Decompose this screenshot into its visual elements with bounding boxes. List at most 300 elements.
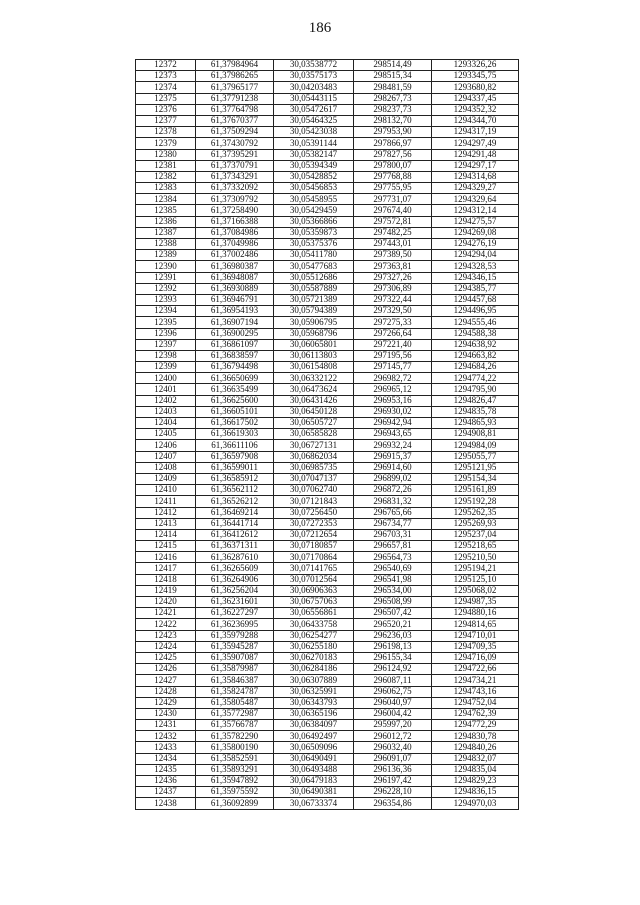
longitude-cell: 30,06255180	[274, 641, 354, 652]
longitude-cell: 30,06332122	[274, 373, 354, 384]
latitude-cell: 61,36597908	[196, 451, 274, 462]
table-row	[136, 664, 519, 675]
point-number-cell: 12398	[136, 350, 196, 361]
y-coordinate-cell: 1294317,19	[432, 127, 519, 138]
point-number-cell: 12385	[136, 205, 196, 216]
longitude-cell: 30,05587889	[274, 283, 354, 294]
x-coordinate-cell: 296965,12	[354, 384, 432, 395]
table-row	[136, 608, 519, 619]
longitude-cell: 30,06473624	[274, 384, 354, 395]
longitude-cell: 30,05391144	[274, 138, 354, 149]
y-coordinate-cell: 1294836,15	[432, 787, 519, 798]
point-number-cell: 12435	[136, 764, 196, 775]
point-number-cell: 12408	[136, 462, 196, 473]
point-number-cell: 12404	[136, 418, 196, 429]
y-coordinate-cell: 1295262,35	[432, 507, 519, 518]
table-row	[136, 328, 519, 339]
table-row	[136, 496, 519, 507]
latitude-cell: 61,36980387	[196, 261, 274, 272]
latitude-cell: 61,35979288	[196, 630, 274, 641]
latitude-cell: 61,36611106	[196, 440, 274, 451]
longitude-cell: 30,05456853	[274, 183, 354, 194]
y-coordinate-cell: 1294826,47	[432, 395, 519, 406]
y-coordinate-cell: 1294722,66	[432, 664, 519, 675]
latitude-cell: 61,36256204	[196, 585, 274, 596]
table-row	[136, 104, 519, 115]
table-row	[136, 227, 519, 238]
longitude-cell: 30,06154808	[274, 362, 354, 373]
latitude-cell: 61,36619303	[196, 429, 274, 440]
point-number-cell: 12380	[136, 149, 196, 160]
x-coordinate-cell: 296915,37	[354, 451, 432, 462]
point-number-cell: 12379	[136, 138, 196, 149]
table-row	[136, 753, 519, 764]
y-coordinate-cell: 1294762,39	[432, 708, 519, 719]
latitude-cell: 61,37049986	[196, 239, 274, 250]
y-coordinate-cell: 1294970,03	[432, 798, 519, 809]
x-coordinate-cell: 297755,95	[354, 183, 432, 194]
y-coordinate-cell: 1295125,10	[432, 574, 519, 585]
x-coordinate-cell: 296520,21	[354, 619, 432, 630]
table-row	[136, 294, 519, 305]
x-coordinate-cell: 296032,40	[354, 742, 432, 753]
latitude-cell: 61,36412612	[196, 529, 274, 540]
y-coordinate-cell: 1294312,14	[432, 205, 519, 216]
table-row	[136, 641, 519, 652]
latitude-cell: 61,36930889	[196, 283, 274, 294]
longitude-cell: 30,05968796	[274, 328, 354, 339]
latitude-cell: 61,36861097	[196, 339, 274, 350]
x-coordinate-cell: 296508,99	[354, 597, 432, 608]
x-coordinate-cell: 297572,81	[354, 216, 432, 227]
y-coordinate-cell: 1295237,04	[432, 529, 519, 540]
latitude-cell: 61,35805487	[196, 697, 274, 708]
longitude-cell: 30,06906363	[274, 585, 354, 596]
longitude-cell: 30,06254277	[274, 630, 354, 641]
latitude-cell: 61,37395291	[196, 149, 274, 160]
x-coordinate-cell: 296734,77	[354, 518, 432, 529]
x-coordinate-cell: 298237,73	[354, 104, 432, 115]
point-number-cell: 12384	[136, 194, 196, 205]
table-row	[136, 720, 519, 731]
x-coordinate-cell: 296943,65	[354, 429, 432, 440]
latitude-cell: 61,37986265	[196, 71, 274, 82]
x-coordinate-cell: 296765,66	[354, 507, 432, 518]
x-coordinate-cell: 297443,01	[354, 239, 432, 250]
table-row	[136, 429, 519, 440]
point-number-cell: 12414	[136, 529, 196, 540]
longitude-cell: 30,06431426	[274, 395, 354, 406]
point-number-cell: 12418	[136, 574, 196, 585]
y-coordinate-cell: 1294297,17	[432, 160, 519, 171]
latitude-cell: 61,35782290	[196, 731, 274, 742]
x-coordinate-cell: 296136,36	[354, 764, 432, 775]
latitude-cell: 61,36625600	[196, 395, 274, 406]
y-coordinate-cell: 1294835,04	[432, 764, 519, 775]
point-number-cell: 12374	[136, 82, 196, 93]
latitude-cell: 61,37258490	[196, 205, 274, 216]
x-coordinate-cell: 297306,89	[354, 283, 432, 294]
table-row	[136, 138, 519, 149]
table-row	[136, 776, 519, 787]
point-number-cell: 12421	[136, 608, 196, 619]
longitude-cell: 30,06509096	[274, 742, 354, 753]
table-row	[136, 216, 519, 227]
y-coordinate-cell: 1294294,04	[432, 250, 519, 261]
table-row	[136, 171, 519, 182]
point-number-cell: 12424	[136, 641, 196, 652]
longitude-cell: 30,07062740	[274, 485, 354, 496]
x-coordinate-cell: 297389,50	[354, 250, 432, 261]
latitude-cell: 61,36617502	[196, 418, 274, 429]
longitude-cell: 30,06365196	[274, 708, 354, 719]
x-coordinate-cell: 298267,73	[354, 93, 432, 104]
longitude-cell: 30,06985735	[274, 462, 354, 473]
latitude-cell: 61,36650699	[196, 373, 274, 384]
y-coordinate-cell: 1294716,09	[432, 652, 519, 663]
latitude-cell: 61,37670377	[196, 115, 274, 126]
table-row	[136, 127, 519, 138]
point-number-cell: 12392	[136, 283, 196, 294]
table-row	[136, 261, 519, 272]
latitude-cell: 61,37166388	[196, 216, 274, 227]
table-row	[136, 160, 519, 171]
y-coordinate-cell: 1294328,53	[432, 261, 519, 272]
y-coordinate-cell: 1294734,21	[432, 675, 519, 686]
latitude-cell: 61,35879987	[196, 664, 274, 675]
y-coordinate-cell: 1294774,22	[432, 373, 519, 384]
y-coordinate-cell: 1294291,48	[432, 149, 519, 160]
table-row	[136, 250, 519, 261]
y-coordinate-cell: 1294795,90	[432, 384, 519, 395]
y-coordinate-cell: 1294329,64	[432, 194, 519, 205]
x-coordinate-cell: 296004,42	[354, 708, 432, 719]
y-coordinate-cell: 1294457,68	[432, 294, 519, 305]
longitude-cell: 30,05411780	[274, 250, 354, 261]
y-coordinate-cell: 1294352,32	[432, 104, 519, 115]
coordinates-table	[135, 59, 519, 810]
table-row	[136, 406, 519, 417]
table-row	[136, 708, 519, 719]
table-row	[136, 339, 519, 350]
table-row	[136, 350, 519, 361]
longitude-cell: 30,07141765	[274, 563, 354, 574]
point-number-cell: 12425	[136, 652, 196, 663]
longitude-cell: 30,03538772	[274, 60, 354, 71]
y-coordinate-cell: 1294314,68	[432, 171, 519, 182]
latitude-cell: 61,36092899	[196, 798, 274, 809]
latitude-cell: 61,35975592	[196, 787, 274, 798]
longitude-cell: 30,05512686	[274, 272, 354, 283]
point-number-cell: 12416	[136, 552, 196, 563]
longitude-cell: 30,06284186	[274, 664, 354, 675]
latitude-cell: 61,35945287	[196, 641, 274, 652]
point-number-cell: 12388	[136, 239, 196, 250]
x-coordinate-cell: 297363,81	[354, 261, 432, 272]
y-coordinate-cell: 1295218,65	[432, 541, 519, 552]
point-number-cell: 12413	[136, 518, 196, 529]
point-number-cell: 12387	[136, 227, 196, 238]
y-coordinate-cell: 1294829,23	[432, 776, 519, 787]
x-coordinate-cell: 298514,49	[354, 60, 432, 71]
longitude-cell: 30,06065801	[274, 339, 354, 350]
point-number-cell: 12422	[136, 619, 196, 630]
latitude-cell: 61,36900295	[196, 328, 274, 339]
y-coordinate-cell: 1294275,57	[432, 216, 519, 227]
point-number-cell: 12383	[136, 183, 196, 194]
point-number-cell: 12397	[136, 339, 196, 350]
x-coordinate-cell: 297953,90	[354, 127, 432, 138]
table-row	[136, 373, 519, 384]
table-row	[136, 652, 519, 663]
longitude-cell: 30,06450128	[274, 406, 354, 417]
longitude-cell: 30,06433758	[274, 619, 354, 630]
point-number-cell: 12420	[136, 597, 196, 608]
table-row	[136, 552, 519, 563]
longitude-cell: 30,05375376	[274, 239, 354, 250]
x-coordinate-cell: 296012,72	[354, 731, 432, 742]
longitude-cell: 30,06490381	[274, 787, 354, 798]
point-number-cell: 12410	[136, 485, 196, 496]
point-number-cell: 12381	[136, 160, 196, 171]
longitude-cell: 30,07121843	[274, 496, 354, 507]
table-row	[136, 485, 519, 496]
longitude-cell: 30,05458955	[274, 194, 354, 205]
longitude-cell: 30,05906795	[274, 317, 354, 328]
table-row	[136, 697, 519, 708]
x-coordinate-cell: 297327,26	[354, 272, 432, 283]
y-coordinate-cell: 1295121,95	[432, 462, 519, 473]
point-number-cell: 12377	[136, 115, 196, 126]
longitude-cell: 30,06505727	[274, 418, 354, 429]
page-number: 186	[308, 20, 332, 36]
x-coordinate-cell: 297329,50	[354, 306, 432, 317]
x-coordinate-cell: 297145,77	[354, 362, 432, 373]
table-row	[136, 71, 519, 82]
y-coordinate-cell: 1294772,29	[432, 720, 519, 731]
point-number-cell: 12407	[136, 451, 196, 462]
table-row	[136, 115, 519, 126]
y-coordinate-cell: 1294346,15	[432, 272, 519, 283]
table-row	[136, 630, 519, 641]
x-coordinate-cell: 296155,34	[354, 652, 432, 663]
table-row	[136, 183, 519, 194]
x-coordinate-cell: 297768,88	[354, 171, 432, 182]
table-row	[136, 440, 519, 451]
y-coordinate-cell: 1294709,35	[432, 641, 519, 652]
latitude-cell: 61,36227297	[196, 608, 274, 619]
y-coordinate-cell: 1295154,34	[432, 473, 519, 484]
point-number-cell: 12403	[136, 406, 196, 417]
latitude-cell: 61,35893291	[196, 764, 274, 775]
latitude-cell: 61,37332092	[196, 183, 274, 194]
longitude-cell: 30,05366866	[274, 216, 354, 227]
table-row	[136, 306, 519, 317]
point-number-cell: 12400	[136, 373, 196, 384]
x-coordinate-cell: 297322,44	[354, 294, 432, 305]
point-number-cell: 12412	[136, 507, 196, 518]
x-coordinate-cell: 296091,07	[354, 753, 432, 764]
latitude-cell: 61,37965177	[196, 82, 274, 93]
latitude-cell: 61,36635499	[196, 384, 274, 395]
longitude-cell: 30,05359873	[274, 227, 354, 238]
x-coordinate-cell: 296087,11	[354, 675, 432, 686]
longitude-cell: 30,06493488	[274, 764, 354, 775]
latitude-cell: 61,35824787	[196, 686, 274, 697]
x-coordinate-cell: 296197,42	[354, 776, 432, 787]
x-coordinate-cell: 296872,26	[354, 485, 432, 496]
x-coordinate-cell: 298132,70	[354, 115, 432, 126]
y-coordinate-cell: 1294663,82	[432, 350, 519, 361]
longitude-cell: 30,03575173	[274, 71, 354, 82]
x-coordinate-cell: 296062,75	[354, 686, 432, 697]
latitude-cell: 61,35947892	[196, 776, 274, 787]
latitude-cell: 61,37309792	[196, 194, 274, 205]
x-coordinate-cell: 297731,07	[354, 194, 432, 205]
x-coordinate-cell: 295997,20	[354, 720, 432, 731]
y-coordinate-cell: 1294835,78	[432, 406, 519, 417]
longitude-cell: 30,04203483	[274, 82, 354, 93]
x-coordinate-cell: 298515,34	[354, 71, 432, 82]
point-number-cell: 12391	[136, 272, 196, 283]
latitude-cell: 61,37370791	[196, 160, 274, 171]
longitude-cell: 30,05477683	[274, 261, 354, 272]
x-coordinate-cell: 296930,02	[354, 406, 432, 417]
latitude-cell: 61,36264906	[196, 574, 274, 585]
table-row	[136, 742, 519, 753]
table-row	[136, 93, 519, 104]
latitude-cell: 61,36605101	[196, 406, 274, 417]
point-number-cell: 12401	[136, 384, 196, 395]
y-coordinate-cell: 1294880,16	[432, 608, 519, 619]
x-coordinate-cell: 296982,72	[354, 373, 432, 384]
latitude-cell: 61,37509294	[196, 127, 274, 138]
latitude-cell: 61,36231601	[196, 597, 274, 608]
table-row	[136, 597, 519, 608]
latitude-cell: 61,36794498	[196, 362, 274, 373]
x-coordinate-cell: 297800,07	[354, 160, 432, 171]
table-row	[136, 619, 519, 630]
x-coordinate-cell: 297866,97	[354, 138, 432, 149]
latitude-cell: 61,36907194	[196, 317, 274, 328]
y-coordinate-cell: 1294830,78	[432, 731, 519, 742]
longitude-cell: 30,05382147	[274, 149, 354, 160]
longitude-cell: 30,06492497	[274, 731, 354, 742]
x-coordinate-cell: 296564,73	[354, 552, 432, 563]
table-row	[136, 731, 519, 742]
x-coordinate-cell: 296899,02	[354, 473, 432, 484]
table-row	[136, 541, 519, 552]
longitude-cell: 30,07212654	[274, 529, 354, 540]
x-coordinate-cell: 296040,97	[354, 697, 432, 708]
point-number-cell: 12438	[136, 798, 196, 809]
point-number-cell: 12428	[136, 686, 196, 697]
latitude-cell: 61,35800190	[196, 742, 274, 753]
y-coordinate-cell: 1295192,28	[432, 496, 519, 507]
x-coordinate-cell: 296703,31	[354, 529, 432, 540]
table-row	[136, 149, 519, 160]
longitude-cell: 30,06490491	[274, 753, 354, 764]
table-row	[136, 764, 519, 775]
y-coordinate-cell: 1294329,27	[432, 183, 519, 194]
point-number-cell: 12382	[136, 171, 196, 182]
point-number-cell: 12405	[136, 429, 196, 440]
point-number-cell: 12393	[136, 294, 196, 305]
x-coordinate-cell: 296198,13	[354, 641, 432, 652]
longitude-cell: 30,06757063	[274, 597, 354, 608]
table-row	[136, 686, 519, 697]
y-coordinate-cell: 1293326,26	[432, 60, 519, 71]
point-number-cell: 12423	[136, 630, 196, 641]
x-coordinate-cell: 297827,56	[354, 149, 432, 160]
table-row	[136, 529, 519, 540]
longitude-cell: 30,05794389	[274, 306, 354, 317]
point-number-cell: 12395	[136, 317, 196, 328]
x-coordinate-cell: 297482,25	[354, 227, 432, 238]
x-coordinate-cell: 297266,64	[354, 328, 432, 339]
latitude-cell: 61,35772987	[196, 708, 274, 719]
x-coordinate-cell: 296228,10	[354, 787, 432, 798]
table-row	[136, 239, 519, 250]
point-number-cell: 12376	[136, 104, 196, 115]
latitude-cell: 61,35852591	[196, 753, 274, 764]
latitude-cell: 61,37764798	[196, 104, 274, 115]
x-coordinate-cell: 298481,59	[354, 82, 432, 93]
table-row	[136, 384, 519, 395]
y-coordinate-cell: 1295269,93	[432, 518, 519, 529]
y-coordinate-cell: 1293345,75	[432, 71, 519, 82]
y-coordinate-cell: 1294297,49	[432, 138, 519, 149]
x-coordinate-cell: 296507,42	[354, 608, 432, 619]
table-row	[136, 82, 519, 93]
longitude-cell: 30,05472617	[274, 104, 354, 115]
longitude-cell: 30,06270183	[274, 652, 354, 663]
longitude-cell: 30,07170864	[274, 552, 354, 563]
table-row	[136, 518, 519, 529]
point-number-cell: 12396	[136, 328, 196, 339]
table-row	[136, 787, 519, 798]
x-coordinate-cell: 296914,60	[354, 462, 432, 473]
longitude-cell: 30,07047137	[274, 473, 354, 484]
y-coordinate-cell: 1294743,16	[432, 686, 519, 697]
x-coordinate-cell: 296953,16	[354, 395, 432, 406]
longitude-cell: 30,05464325	[274, 115, 354, 126]
table-row	[136, 462, 519, 473]
y-coordinate-cell: 1294496,95	[432, 306, 519, 317]
table-row	[136, 362, 519, 373]
y-coordinate-cell: 1294987,35	[432, 597, 519, 608]
longitude-cell: 30,06556861	[274, 608, 354, 619]
point-number-cell: 12417	[136, 563, 196, 574]
y-coordinate-cell: 1294684,26	[432, 362, 519, 373]
y-coordinate-cell: 1294832,07	[432, 753, 519, 764]
y-coordinate-cell: 1294840,26	[432, 742, 519, 753]
x-coordinate-cell: 297275,33	[354, 317, 432, 328]
point-number-cell: 12390	[136, 261, 196, 272]
longitude-cell: 30,05429459	[274, 205, 354, 216]
latitude-cell: 61,36946791	[196, 294, 274, 305]
point-number-cell: 12429	[136, 697, 196, 708]
x-coordinate-cell: 297195,56	[354, 350, 432, 361]
y-coordinate-cell: 1295161,89	[432, 485, 519, 496]
latitude-cell: 61,36954193	[196, 306, 274, 317]
point-number-cell: 12431	[136, 720, 196, 731]
longitude-cell: 30,07012564	[274, 574, 354, 585]
point-number-cell: 12427	[136, 675, 196, 686]
y-coordinate-cell: 1293680,82	[432, 82, 519, 93]
table-row	[136, 473, 519, 484]
longitude-cell: 30,05721389	[274, 294, 354, 305]
